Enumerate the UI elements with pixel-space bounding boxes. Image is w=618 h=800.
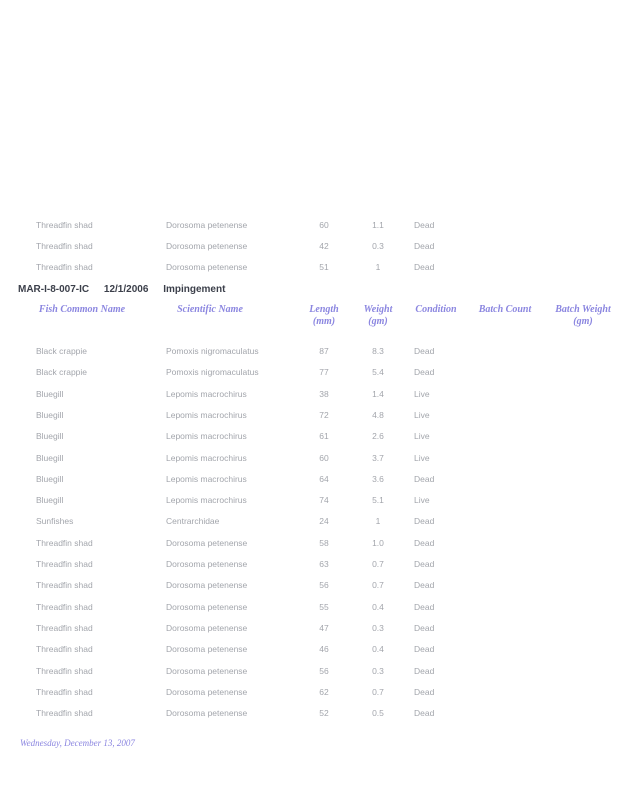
- weight-value: 0.4: [372, 644, 384, 655]
- fish-common-name: Threadfin shad: [36, 537, 93, 548]
- sample-date: 12/1/2006: [103, 284, 149, 295]
- length-value: 87: [319, 346, 329, 356]
- weight-value: 0.7: [372, 686, 384, 697]
- weight-value: 1: [375, 262, 381, 272]
- header-weight: Weight (gm): [363, 304, 393, 327]
- scientific-name: Dorosoma petenense: [166, 220, 248, 230]
- length-value: 51: [319, 262, 329, 272]
- fish-common-name: Threadfin shad: [36, 262, 93, 272]
- scientific-name: Dorosoma petenense: [166, 241, 248, 251]
- condition-value: Dead: [414, 473, 435, 484]
- sample-type: Impingement: [163, 284, 226, 295]
- scientific-name: Pomoxis nigromaculatus: [166, 346, 259, 356]
- fish-common-name: Bluegill: [36, 473, 64, 484]
- weight-value: 8.3: [372, 346, 384, 356]
- fish-common-name: Bluegill: [36, 431, 64, 442]
- fish-common-name: Bluegill: [36, 388, 64, 399]
- scientific-name: Lepomis macrochirus: [166, 495, 247, 506]
- condition-value: Live: [414, 452, 430, 463]
- length-value: 24: [319, 516, 329, 527]
- table-row: [0, 262, 618, 276]
- table-row: [0, 346, 618, 360]
- condition-value: Live: [414, 409, 430, 420]
- length-value: 38: [319, 388, 329, 399]
- scientific-name: Dorosoma petenense: [166, 686, 248, 697]
- header-length: Length (mm): [309, 304, 339, 327]
- weight-value: 0.5: [372, 708, 384, 719]
- header-batch-count: Batch Count: [478, 304, 532, 315]
- length-value: 72: [319, 409, 329, 420]
- table-row: [0, 687, 618, 701]
- condition-value: Live: [414, 431, 430, 442]
- length-value: 64: [319, 473, 329, 484]
- table-row: [0, 666, 618, 680]
- length-value: 56: [319, 665, 329, 676]
- fish-common-name: Threadfin shad: [36, 241, 93, 251]
- weight-value: 0.4: [372, 601, 384, 612]
- scientific-name: Pomoxis nigromaculatus: [166, 367, 259, 378]
- table-row: [0, 623, 618, 637]
- condition-value: Dead: [414, 686, 435, 697]
- weight-value: 0.3: [372, 622, 384, 633]
- scientific-name: Dorosoma petenense: [166, 665, 248, 676]
- length-value: 52: [319, 708, 329, 719]
- fish-common-name: Bluegill: [36, 409, 64, 420]
- weight-value: 2.6: [372, 431, 384, 442]
- condition-value: Live: [414, 495, 430, 506]
- scientific-name: Dorosoma petenense: [166, 580, 248, 591]
- condition-value: Dead: [414, 516, 435, 527]
- fish-common-name: Black crappie: [36, 367, 88, 378]
- weight-value: 0.7: [372, 559, 384, 569]
- weight-value: 5.4: [372, 367, 384, 378]
- length-value: 56: [319, 580, 329, 591]
- fish-common-name: Bluegill: [36, 452, 64, 463]
- length-value: 60: [319, 220, 329, 230]
- length-value: 63: [319, 559, 329, 569]
- weight-value: 0.7: [372, 580, 384, 591]
- header-condition: Condition: [415, 304, 457, 315]
- print-date: Wednesday, December 13, 2007: [20, 738, 135, 748]
- table-row: [0, 516, 618, 530]
- weight-value: 1.4: [372, 388, 384, 399]
- condition-value: Dead: [414, 537, 435, 548]
- table-row: [0, 367, 618, 381]
- fish-common-name: Threadfin shad: [36, 708, 93, 719]
- fish-common-name: Bluegill: [36, 495, 64, 506]
- sample-id: MAR-I-8-007-IC: [18, 284, 90, 295]
- header-batch-weight: Batch Weight (gm): [555, 304, 611, 327]
- table-row: [0, 644, 618, 658]
- header-common-name: Fish Common Name: [38, 304, 126, 315]
- scientific-name: Dorosoma petenense: [166, 644, 248, 655]
- fish-common-name: Threadfin shad: [36, 622, 93, 633]
- scientific-name: Lepomis macrochirus: [166, 452, 247, 463]
- table-row: [0, 241, 618, 255]
- weight-value: 1.0: [372, 537, 384, 548]
- length-value: 62: [319, 686, 329, 697]
- sample-header: [18, 284, 237, 295]
- scientific-name: Dorosoma petenense: [166, 537, 248, 548]
- scientific-name: Dorosoma petenense: [166, 262, 248, 272]
- length-value: 60: [319, 452, 329, 463]
- scientific-name: Dorosoma petenense: [166, 559, 248, 569]
- table-row: [0, 431, 618, 445]
- table-row: [0, 538, 618, 552]
- length-value: 77: [319, 367, 329, 378]
- length-value: 55: [319, 601, 329, 612]
- condition-value: Dead: [414, 241, 435, 251]
- fish-common-name: Threadfin shad: [36, 644, 93, 655]
- scientific-name: Lepomis macrochirus: [166, 409, 247, 420]
- table-row: [0, 602, 618, 616]
- weight-value: 1.1: [372, 220, 384, 230]
- scientific-name: Lepomis macrochirus: [166, 388, 247, 399]
- condition-value: Live: [414, 388, 430, 399]
- condition-value: Dead: [414, 665, 435, 676]
- condition-value: Dead: [414, 367, 435, 378]
- condition-value: Dead: [414, 601, 435, 612]
- table-row: [0, 220, 618, 234]
- length-value: 61: [319, 431, 329, 442]
- scientific-name: Dorosoma petenense: [166, 601, 248, 612]
- fish-common-name: Threadfin shad: [36, 601, 93, 612]
- header-scientific-name: Scientific Name: [177, 304, 243, 315]
- fish-common-name: Threadfin shad: [36, 686, 93, 697]
- weight-value: 3.6: [372, 473, 384, 484]
- table-row: [0, 389, 618, 403]
- length-value: 58: [319, 537, 329, 548]
- table-row: [0, 495, 618, 509]
- table-row: [0, 559, 618, 573]
- weight-value: 0.3: [372, 241, 384, 251]
- weight-value: 0.3: [372, 665, 384, 676]
- scientific-name: Dorosoma petenense: [166, 622, 248, 633]
- table-row: [0, 453, 618, 467]
- table-row: [0, 410, 618, 424]
- fish-common-name: Threadfin shad: [36, 559, 93, 569]
- scientific-name: Dorosoma petenense: [166, 708, 248, 719]
- table-row: [0, 474, 618, 488]
- weight-value: 3.7: [372, 452, 384, 463]
- condition-value: Dead: [414, 580, 435, 591]
- condition-value: Dead: [414, 346, 435, 356]
- length-value: 74: [319, 495, 329, 506]
- condition-value: Dead: [414, 644, 435, 655]
- condition-value: Dead: [414, 220, 435, 230]
- condition-value: Dead: [414, 262, 435, 272]
- scientific-name: Centrarchidae: [166, 516, 220, 527]
- weight-value: 5.1: [372, 495, 384, 506]
- length-value: 46: [319, 644, 329, 655]
- fish-common-name: Black crappie: [36, 346, 88, 356]
- condition-value: Dead: [414, 622, 435, 633]
- fish-common-name: Threadfin shad: [36, 220, 93, 230]
- scientific-name: Lepomis macrochirus: [166, 431, 247, 442]
- length-value: 47: [319, 622, 329, 633]
- weight-value: 1: [375, 516, 381, 527]
- fish-common-name: Sunfishes: [36, 516, 74, 527]
- length-value: 42: [319, 241, 329, 251]
- fish-common-name: Threadfin shad: [36, 665, 93, 676]
- scientific-name: Lepomis macrochirus: [166, 473, 247, 484]
- condition-value: Dead: [414, 708, 435, 719]
- table-row: [0, 580, 618, 594]
- table-row: [0, 708, 618, 722]
- weight-value: 4.8: [372, 409, 384, 420]
- condition-value: Dead: [414, 559, 435, 569]
- fish-common-name: Threadfin shad: [36, 580, 93, 591]
